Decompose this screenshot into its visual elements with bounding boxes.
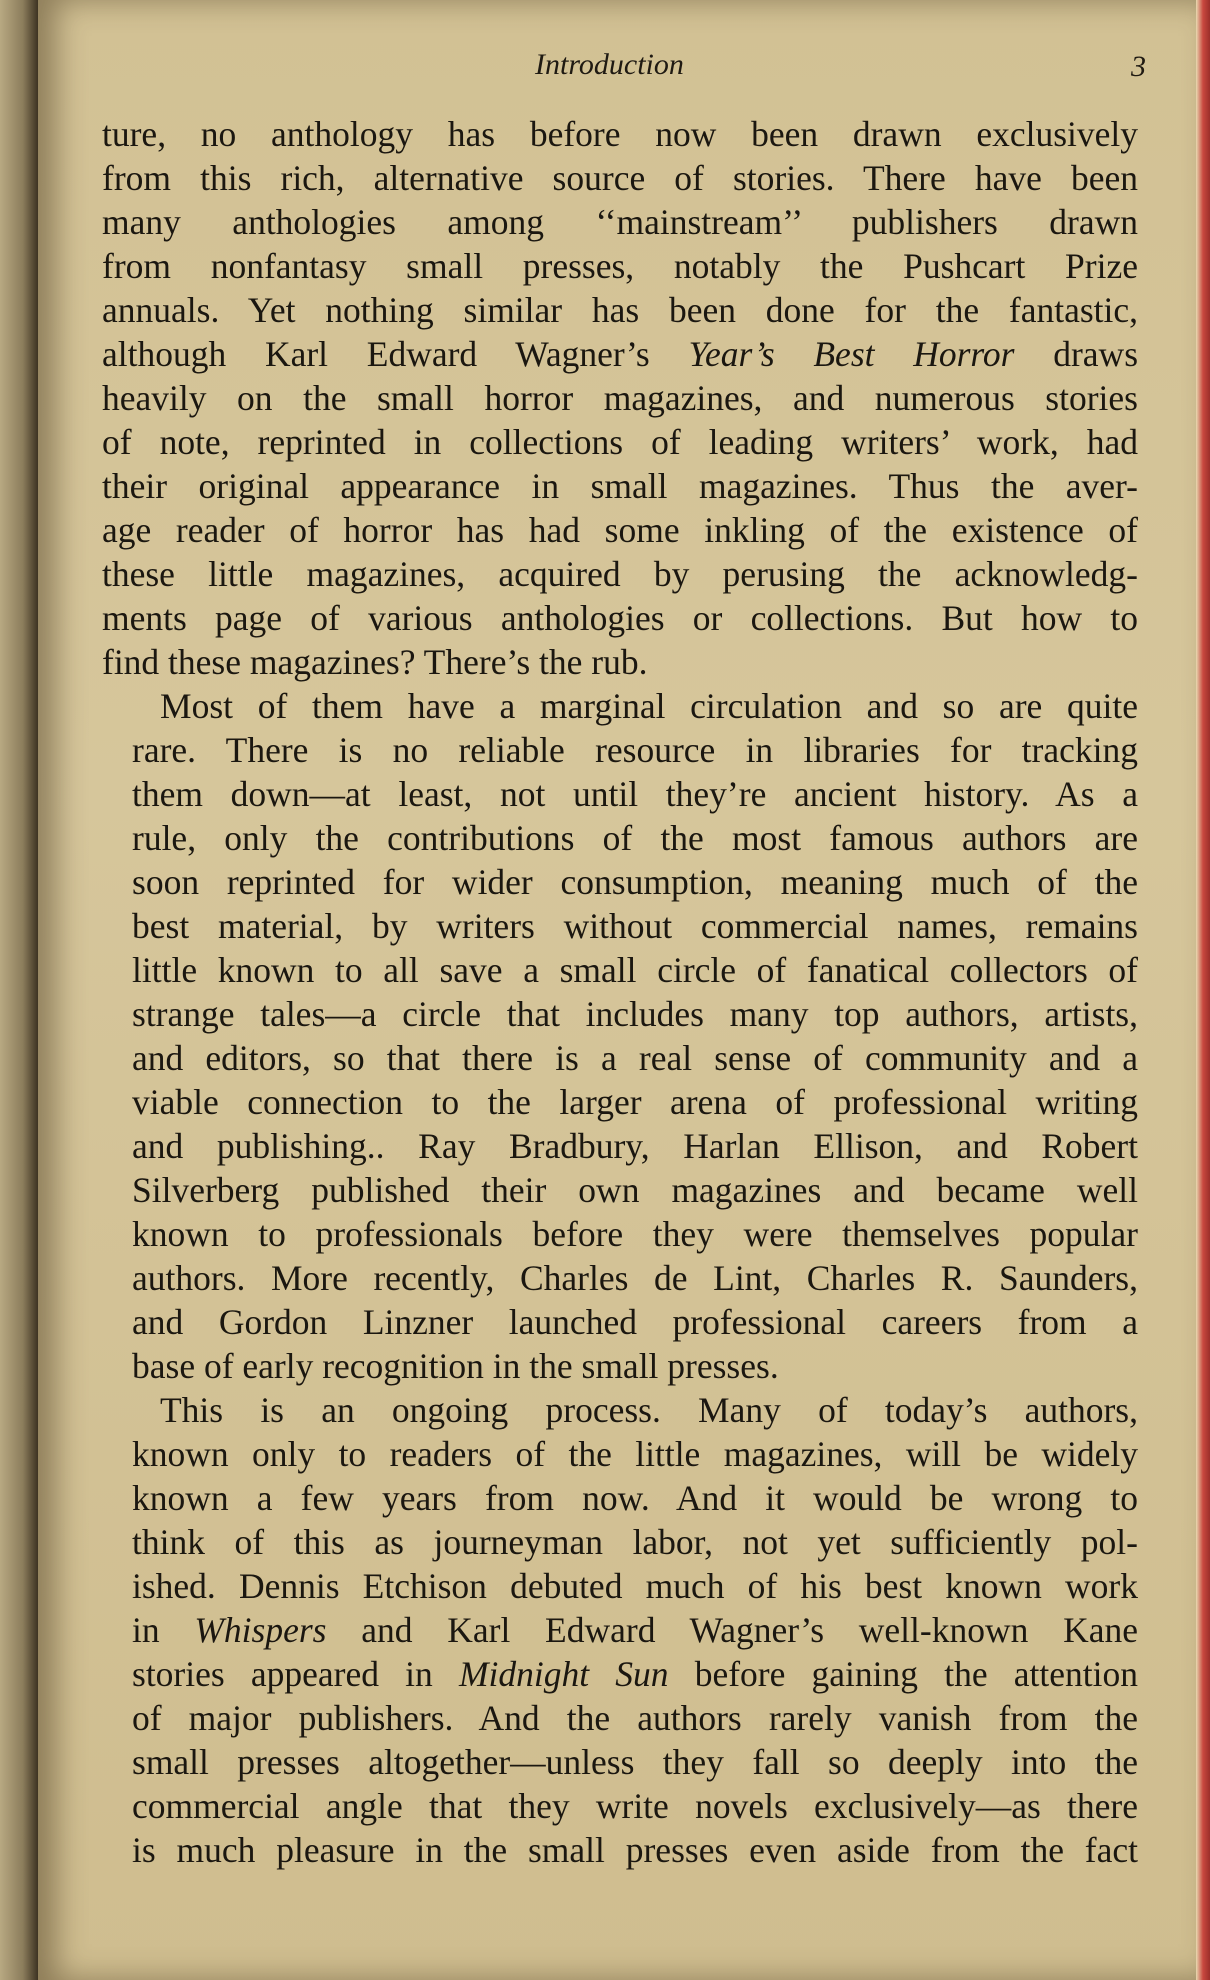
text-line: their original appearance in small magazines. Thus the aver-: [102, 466, 1138, 506]
text-line: although Karl Edward Wagner’s Year’s Best Horror draws: [102, 334, 1139, 374]
text-line: strange tales—a circle that includes many top authors, artists,: [132, 994, 1138, 1034]
italic-title: Whispers: [194, 1610, 327, 1650]
text-line: from this rich, alternative source of stories. There have been: [102, 158, 1138, 198]
text-line: small presses altogether—unless they fall so deeply into the: [132, 1742, 1138, 1782]
text-line: Most of them have a marginal circulation and so are quite: [160, 686, 1138, 726]
text-line: of major publishers. And the authors rarely vanish from the: [132, 1698, 1138, 1738]
text-line: is much pleasure in the small presses even aside from the fact: [132, 1830, 1138, 1870]
text-line: and publishing.. Ray Bradbury, Harlan Ellison, and Robert: [132, 1126, 1138, 1166]
text-line: ments page of various anthologies or collections. But how to: [102, 598, 1138, 638]
text-line: and editors, so that there is a real sense of community and a: [132, 1038, 1138, 1078]
text-line: in Whispers and Karl Edward Wagner’s well-known Kane: [132, 1610, 1138, 1650]
text-line: think of this as journeyman labor, not yet sufficiently pol-: [132, 1522, 1138, 1562]
text-line: ture, no anthology has before now been drawn exclusively: [102, 114, 1138, 154]
text-line: rule, only the contributions of the most famous authors are: [132, 818, 1138, 858]
text-line: commercial angle that they write novels exclusively—as there: [132, 1786, 1138, 1826]
text-line: stories appeared in Midnight Sun before gaining the attention: [132, 1654, 1138, 1694]
text-line: known only to readers of the little magazines, will be widely: [132, 1434, 1138, 1474]
text-line: viable connection to the larger arena of professional writing: [132, 1082, 1138, 1122]
text-line: ished. Dennis Etchison debuted much of his best known work: [132, 1566, 1138, 1606]
text-line: best material, by writers without commercial names, remains: [132, 906, 1138, 946]
text-line: age reader of horror has had some inkling of the existence of: [102, 510, 1138, 550]
running-head-title: Introduction: [535, 48, 684, 81]
text-line: This is an ongoing process. Many of today’s authors,: [160, 1390, 1138, 1430]
text-line: them down—at least, not until they’re ancient history. As a: [132, 774, 1138, 814]
text-line: many anthologies among ‘‘mainstream’’ publishers drawn: [102, 202, 1138, 242]
text-line: authors. More recently, Charles de Lint, Charles R. Saunders,: [132, 1258, 1138, 1298]
italic-title: Year’s Best Horror: [688, 334, 1015, 374]
text-line: these little magazines, acquired by perusing the acknowledg-: [102, 554, 1138, 594]
running-head: [38, 48, 1196, 88]
text-line: and Gordon Linzner launched professional careers from a: [132, 1302, 1138, 1342]
book-cover-edge: [1196, 0, 1210, 1980]
italic-title: Midnight Sun: [458, 1654, 669, 1694]
text-line: of note, reprinted in collections of leading writers’ work, had: [102, 422, 1138, 462]
paragraph: [102, 1388, 1138, 1872]
text-line: heavily on the small horror magazines, and numerous stories: [102, 378, 1138, 418]
book-page: [38, 0, 1196, 1980]
text-line: from nonfantasy small presses, notably the Pushcart Prize: [102, 246, 1138, 286]
body-text: [102, 112, 1138, 1872]
text-line: annuals. Yet nothing similar has been done for the fantastic,: [102, 290, 1138, 330]
book-gutter: [0, 0, 38, 1980]
text-line: base of early recognition in the small presses.: [132, 1346, 779, 1386]
paragraph: [102, 684, 1138, 1388]
text-line: Silverberg published their own magazines and became well: [132, 1170, 1138, 1210]
text-line: soon reprinted for wider consumption, meaning much of the: [132, 862, 1138, 902]
paragraph: [102, 112, 1138, 684]
text-line: known a few years from now. And it would be wrong to: [132, 1478, 1138, 1518]
text-line: rare. There is no reliable resource in libraries for tracking: [132, 730, 1138, 770]
text-line: little known to all save a small circle of fanatical collectors of: [132, 950, 1138, 990]
text-line: find these magazines? There’s the rub.: [102, 642, 648, 682]
text-line: known to professionals before they were themselves popular: [132, 1214, 1138, 1254]
page-number: 3: [1131, 50, 1146, 83]
